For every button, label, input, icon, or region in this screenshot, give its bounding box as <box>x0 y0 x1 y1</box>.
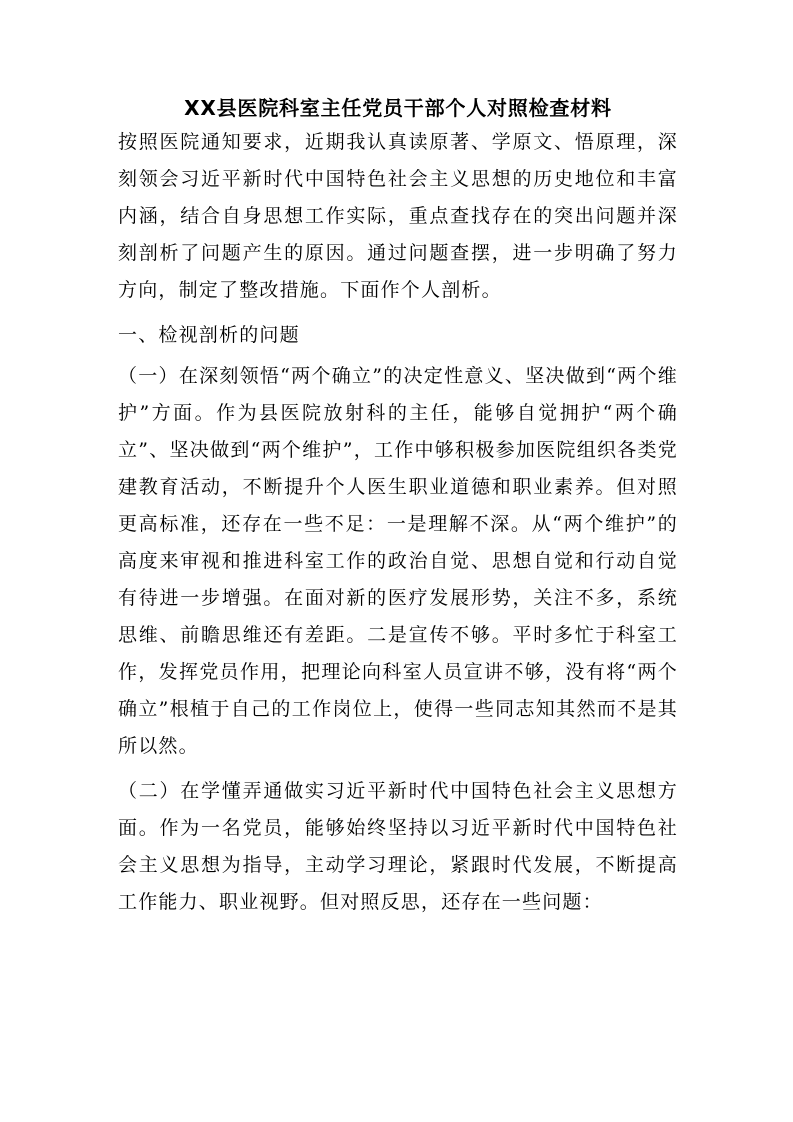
paragraph-item-2: （二）在学懂弄通做实习近平新时代中国特色社会主义思想方面。作为一名党员，能够始终坚持以习近平新时代中国特色社会主义思想为指导，主动学习理论，紧跟时代发展，不断提高工作能力、职业视野。但对照反思，还存在一些问题： <box>118 780 678 913</box>
section-heading: 一、检视剖析的问题 <box>118 324 300 346</box>
paragraph-item-1: （一）在深刻领悟“两个确立”的决定性意义、坚决做到“两个维护”方面。作为县医院放射科的主任，能够自觉拥护“两个确立”、坚决做到“两个维护”，工作中够积极参加医院组织各类党建教育活动，不断提升个人医生职业道德和职业素养。但对照更高标准，还存在一些不足：一是理解不深。从“两个维护”的高度来审视和推进科室工作的政治自觉、思想自觉和行动自觉有待进一步增强。在面对新的医疗发展形势，关注不多，系统思维、前瞻思维还有差距。二是宣传不够。平时多忙于科室工作，发挥党员作用，把理论向科室人员宣讲不够，没有将“两个确立”根植于自己的工作岗位上，使得一些同志知其然而不是其所以然。 <box>118 365 678 757</box>
intro-paragraph: 按照医院通知要求，近期我认真读原著、学原文、悟原理，深刻领会习近平新时代中国特色社会主义思想的历史地位和丰富内涵，结合自身思想工作实际，重点查找存在的突出问题并深刻剖析了问题产生的原因。通过问题查摆，进一步明确了努力方向，制定了整改措施。下面作个人剖析。 <box>118 131 678 301</box>
document-title: XX县医院科室主任党员干部个人对照检查材料 <box>184 96 612 120</box>
document-body <box>118 92 678 929</box>
